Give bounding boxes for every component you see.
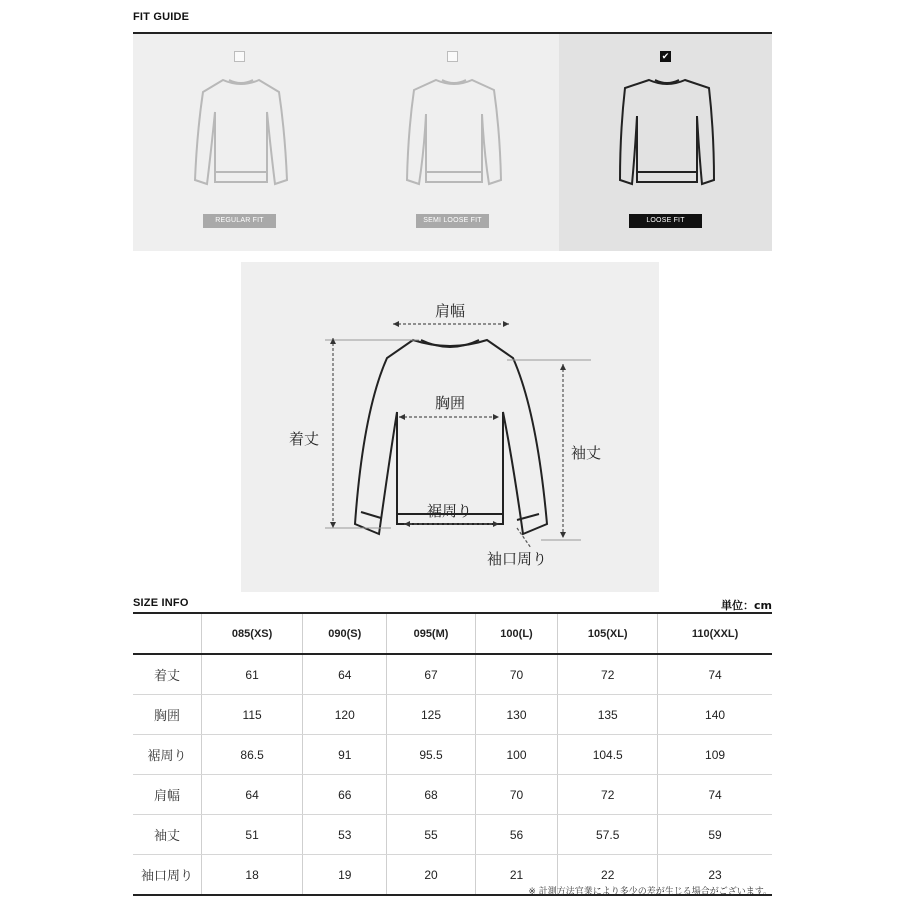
table-cell: 61	[202, 654, 303, 695]
table-row	[133, 695, 772, 735]
table-cell: 53	[303, 815, 387, 855]
table-cell: 51	[202, 815, 303, 855]
row-label: 肩幅	[133, 775, 202, 815]
table-cell: 100	[475, 735, 558, 775]
table-cell: 66	[303, 775, 387, 815]
fit-option-regular[interactable]	[133, 34, 346, 251]
label-hem: 裾周り	[427, 502, 473, 520]
table-cell: 130	[475, 695, 558, 735]
table-cell: 64	[202, 775, 303, 815]
row-label: 胸囲	[133, 695, 202, 735]
fit-option-loose[interactable]	[559, 34, 772, 251]
table-cell: 67	[387, 654, 475, 695]
header-cell-xs: 085(XS)	[202, 613, 303, 654]
table-cell: 57.5	[558, 815, 658, 855]
table-cell: 135	[558, 695, 658, 735]
header-cell-l: 100(L)	[475, 613, 558, 654]
label-chest: 胸囲	[435, 394, 466, 412]
size-table	[133, 612, 772, 896]
fit-guide-panel	[133, 32, 772, 251]
row-label: 着丈	[133, 654, 202, 695]
table-cell: 95.5	[387, 735, 475, 775]
header-cell-xl: 105(XL)	[558, 613, 658, 654]
row-label: 袖口周り	[133, 855, 202, 896]
table-cell: 18	[202, 855, 303, 896]
table-cell: 20	[387, 855, 475, 896]
row-label: 袖丈	[133, 815, 202, 855]
fit-label-regular: REGULAR FIT	[203, 214, 276, 228]
table-cell: 74	[658, 654, 772, 695]
table-cell: 72	[558, 654, 658, 695]
table-cell: 120	[303, 695, 387, 735]
table-cell: 72	[558, 775, 658, 815]
fit-checkbox-regular[interactable]	[234, 51, 245, 62]
row-label: 裾周り	[133, 735, 202, 775]
header-cell-s: 090(S)	[303, 613, 387, 654]
table-cell: 23	[658, 855, 772, 896]
table-cell: 56	[475, 815, 558, 855]
header-cell-m: 095(M)	[387, 613, 475, 654]
label-cuff: 袖口周り	[487, 550, 548, 568]
table-cell: 109	[658, 735, 772, 775]
label-shoulder: 肩幅	[435, 302, 466, 320]
fit-label-semi-loose: SEMI LOOSE FIT	[416, 214, 489, 228]
size-info-title: SIZE INFO	[133, 597, 189, 609]
fit-checkbox-loose[interactable]: ✔	[661, 52, 670, 62]
sweater-semi-loose-icon	[406, 72, 502, 194]
sweater-loose-icon	[619, 72, 715, 194]
table-cell: 55	[387, 815, 475, 855]
table-row	[133, 815, 772, 855]
table-cell: 125	[387, 695, 475, 735]
fit-option-semi-loose[interactable]	[346, 34, 559, 251]
unit-label: 単位：cm	[721, 599, 772, 612]
table-cell: 68	[387, 775, 475, 815]
measurement-note: ※ 計測方法官業により多少の差が生じる場合がございます。	[528, 887, 772, 897]
table-cell: 70	[475, 654, 558, 695]
label-length: 着丈	[289, 430, 320, 448]
table-cell: 59	[658, 815, 772, 855]
fit-label-loose: LOOSE FIT	[629, 214, 702, 228]
header-cell-xxl: 110(XXL)	[658, 613, 772, 654]
table-cell: 22	[558, 855, 658, 896]
table-cell: 91	[303, 735, 387, 775]
size-table-header	[133, 613, 772, 654]
header-cell-empty	[133, 613, 202, 654]
measurement-diagram	[241, 262, 659, 592]
table-cell: 86.5	[202, 735, 303, 775]
table-cell: 21	[475, 855, 558, 896]
label-sleeve: 袖丈	[571, 444, 602, 462]
table-cell: 74	[658, 775, 772, 815]
table-cell: 64	[303, 654, 387, 695]
table-row	[133, 654, 772, 695]
sweater-regular-icon	[193, 72, 289, 194]
table-row	[133, 775, 772, 815]
table-cell: 140	[658, 695, 772, 735]
table-cell: 104.5	[558, 735, 658, 775]
fit-guide-title: FIT GUIDE	[133, 11, 190, 23]
table-row	[133, 735, 772, 775]
fit-checkbox-semi-loose[interactable]	[447, 51, 458, 62]
table-cell: 70	[475, 775, 558, 815]
table-cell: 19	[303, 855, 387, 896]
table-cell: 115	[202, 695, 303, 735]
